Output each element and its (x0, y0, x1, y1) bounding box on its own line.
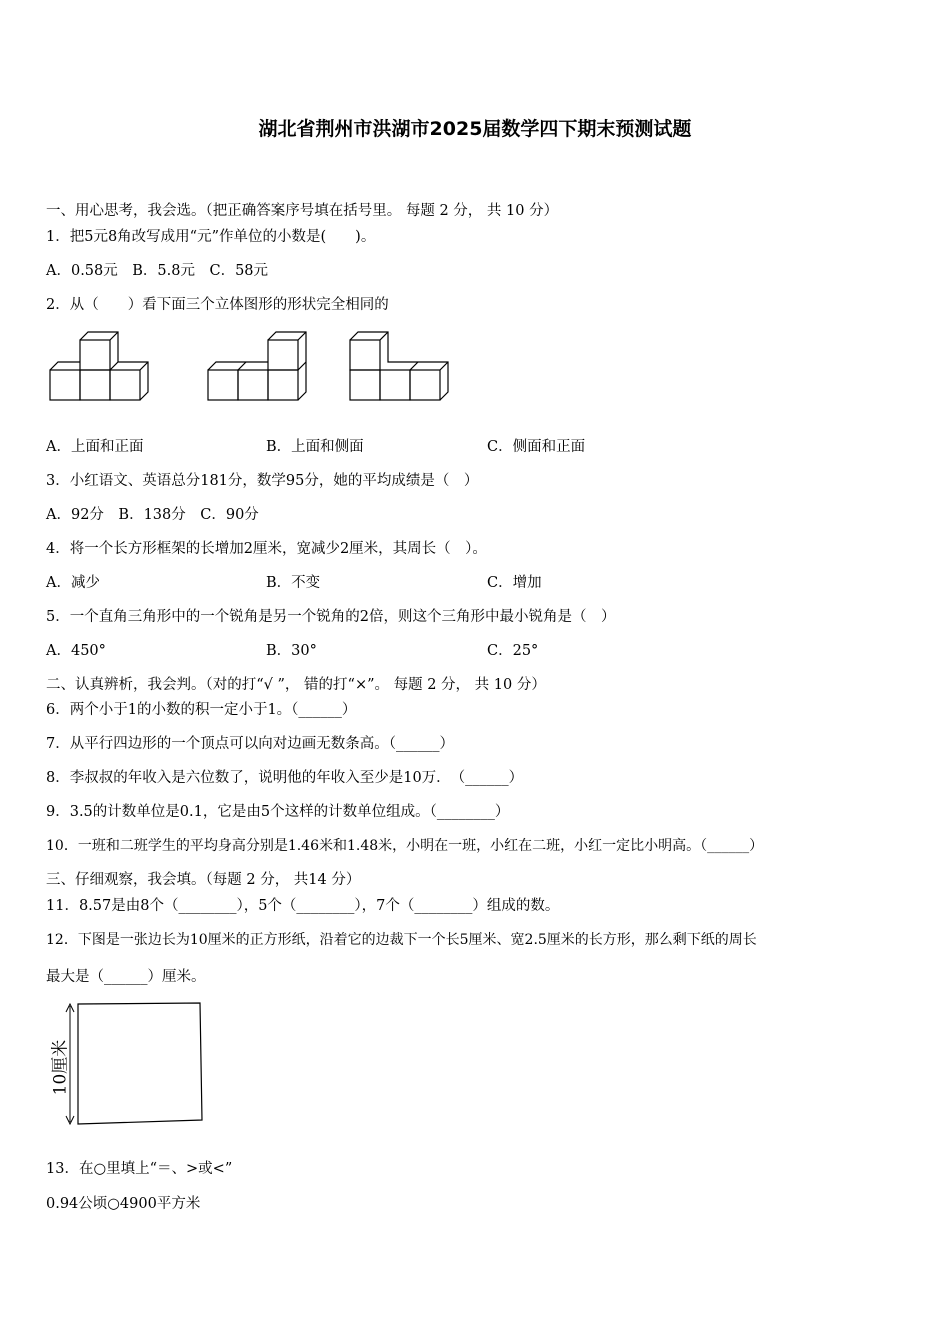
question-1-options: A．0.58元 B．5.8元 C．58元 (46, 263, 269, 279)
question-2-option-c: C．侧面和正面 (487, 439, 586, 455)
question-4-option-b: B．不变 (266, 575, 321, 591)
cube-figures (46, 326, 466, 410)
question-7: 7．从平行四边形的一个顶点可以向对边画无数条高。（______） (46, 736, 454, 752)
side-length-label: 10厘米 (50, 1039, 71, 1096)
figure-1 (50, 332, 148, 400)
question-5-option-a: A．450° (46, 643, 106, 659)
question-4: 4．将一个长方形框架的长增加2厘米，宽减少2厘米，其周长（ ）。 (46, 541, 487, 557)
question-12-line-1: 12．下图是一张边长为10厘米的正方形纸，沿着它的边裁下一个长5厘米、宽2.5厘米的长方形，那么剩下纸的周长 (46, 932, 757, 948)
question-8: 8．李叔叔的年收入是六位数了，说明他的年收入至少是10万． （______） (46, 770, 524, 786)
question-2-option-b: B．上面和侧面 (266, 439, 364, 455)
question-6: 6．两个小于1的小数的积一定小于1。（______） (46, 702, 357, 718)
question-11: 11．8.57是由8个（________），5个（________），7个（________）组成的数。 (46, 898, 560, 914)
question-3-options: A．92分 B．138分 C．90分 (46, 507, 259, 523)
question-5-option-c: C．25° (487, 643, 539, 659)
question-9: 9．3.5的计数单位是0.1，它是由5个这样的计数单位组成。（________） (46, 804, 510, 820)
figure-3 (350, 332, 448, 400)
question-4-option-a: A．减少 (46, 575, 100, 591)
section-3-heading: 三、仔细观察，我会填。（每题 2 分， 共14 分） (46, 872, 361, 888)
question-5-option-b: B．30° (266, 643, 317, 659)
page-title: 湖北省荆州市洪湖市2025届数学四下期末预测试题 (258, 118, 692, 140)
question-13: 13．在○里填上“＝、>或<” (46, 1161, 233, 1177)
question-4-option-c: C．增加 (487, 575, 542, 591)
question-2-option-a: A．上面和正面 (46, 439, 144, 455)
question-12-line-2: 最大是（______）厘米。 (46, 969, 206, 985)
question-13-item: 0.94公顷○4900平方米 (46, 1196, 201, 1212)
question-3: 3．小红语文、英语总分181分，数学95分，她的平均成绩是（ ） (46, 473, 479, 489)
figure-2 (208, 332, 306, 400)
question-5: 5．一个直角三角形中的一个锐角是另一个锐角的2倍，则这个三角形中最小锐角是（ ） (46, 609, 616, 625)
section-1-heading: 一、用心思考，我会选。（把正确答案序号填在括号里。 每题 2 分， 共 10 分） (46, 203, 559, 219)
question-10: 10．一班和二班学生的平均身高分别是1.46米和1.48米，小明在一班，小红在二班，小红一定比小明高。（______） (46, 838, 764, 854)
section-2-heading: 二、认真辨析，我会判。（对的打“√ ”， 错的打“×”。 每题 2 分， 共 10 分） (46, 677, 546, 693)
question-2: 2．从（ ）看下面三个立体图形的形状完全相同的 (46, 297, 389, 313)
question-1: 1．把5元8角改写成用“元”作单位的小数是( )。 (46, 229, 376, 245)
